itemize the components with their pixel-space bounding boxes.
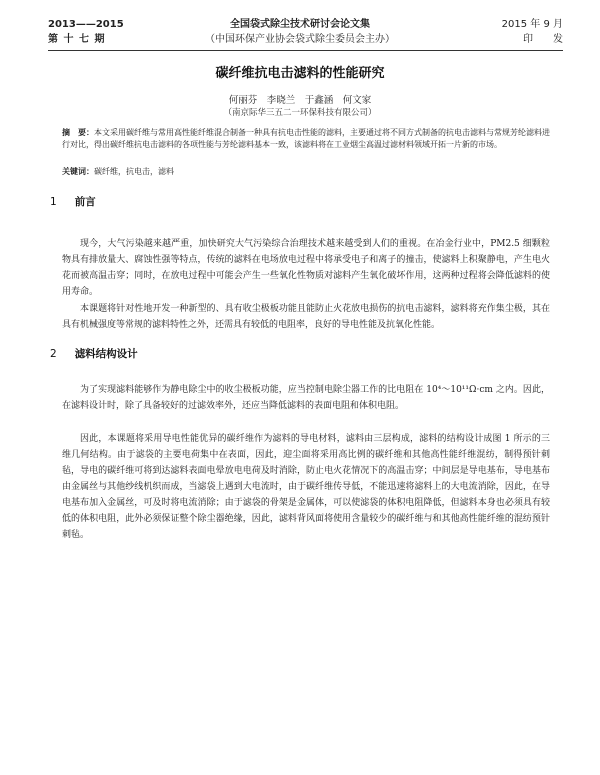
section-1-title: 前言 <box>74 196 96 208</box>
section-1-paragraph-1: 现今，大气污染越来越严重，加快研究大气污染综合治理技术越来越受到人们的重视。在冶金行业中，PM2.5 细颗粒物具有排放量大、腐蚀性强等特点，传统的滤料在电场放电过程中将承受电子和离子的撞击，使滤料上积聚静电，产生电火花而被高温击穿；同时，在放电过程中可能会产生一些氧化性物质对滤料产生氧化破坏作用，这两种过程将会降低滤料的使用寿命。 <box>62 239 550 297</box>
header-printed: 印 发 <box>523 34 563 45</box>
keywords-label: 关键词： <box>62 167 94 176</box>
paper-authors: 何丽芬 李晓兰 于鑫涵 何文家 <box>228 95 372 106</box>
header-left-issue: 第 十 七 期 <box>48 34 106 45</box>
abstract-label: 摘 要： <box>62 128 94 137</box>
section-2-paragraph-2: 因此，本课题将采用导电性能优异的碳纤维作为滤料的导电材料，滤料由三层构成，滤料的结构设计成图 1 所示的三维几何结构。由于滤袋的主要电荷集中在表面，因此，迎尘面将采用高比例的碳纤维和其他高性能纤维混纺，制得预针刺毡，导电的碳纤维可将到达滤料表面电晕放电电荷及时消除，防止电火花情况下的高温击穿；中间层是导电基布，导电基布由金属丝与其他纱线机织而成，当滤袋上遇到大电流时，由于碳纤维传导低，不能迅速将滤料上的大电流消除，因此，在导电基布加入金属丝，可及时将电流消除；由于滤袋的骨架是金属体，可以使滤袋的体积电阻降低，但滤料本身也必须具有较低的体积电阻，此外必须保证整个除尘器绝缘，因此，滤料背风面将使用含量较少的碳纤维与和其他高性能纤维的混纺预针刺毡。 <box>62 434 550 540</box>
abstract <box>62 127 550 151</box>
keywords-text: 碳纤维，抗电击，滤料 <box>94 167 174 176</box>
section-2-number: 2 <box>50 348 57 360</box>
header-divider <box>48 50 563 51</box>
keywords <box>62 166 550 178</box>
section-1-number: 1 <box>50 196 57 208</box>
section-2-paragraph-1: 为了实现滤料能够作为静电除尘中的收尘极板功能，应当控制电除尘器工作的比电阻在 10⁴～10¹¹Ω·cm 之内。因此，在滤料设计时，除了具备较好的过滤效率外，还应当降低滤料的表面电阻和体积电阻。 <box>62 385 550 411</box>
paper-title: 碳纤维抗电击滤料的性能研究 <box>215 66 385 81</box>
section-1-heading <box>50 194 96 209</box>
header-journal-organizer: （中国环保产业协会袋式除尘委员会主办） <box>205 34 395 45</box>
header-date: 2015 年 9 月 <box>501 19 563 30</box>
abstract-text: 本文采用碳纤维与常用高性能纤维混合制备一种具有抗电击性能的滤料，主要通过将不同方式制备的抗电击滤料与常规芳纶滤料进行对比，得出碳纤维抗电击滤料的各项性能与芳纶滤料基本一致，该滤料将在工业烟尘高温过滤材料领域开拓一片新的市场。 <box>62 128 550 149</box>
header-left-year-range: 2013——2015 <box>48 19 124 30</box>
section-2-heading <box>50 346 138 361</box>
section-2-title: 滤料结构设计 <box>74 348 138 360</box>
paper-affiliation: （南京际华三五二一环保科技有限公司） <box>223 108 377 118</box>
section-1-paragraph-2: 本课题将针对性地开发一种新型的、具有收尘极板功能且能防止火花放电损伤的抗电击滤料，滤料将充作集尘极，其在具有机械强度等常规的滤料特性之外，还需具有较低的电阻率，良好的导电性能及抗氧化性能。 <box>62 304 550 330</box>
header-journal-title: 全国袋式除尘技术研讨会论文集 <box>230 19 370 30</box>
